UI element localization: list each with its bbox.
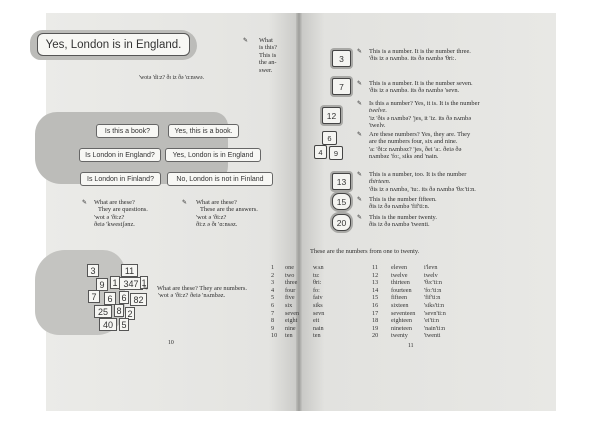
- table-cell: 8: [271, 317, 275, 325]
- table-cell: two: [285, 271, 295, 279]
- number-box: 15: [332, 193, 351, 210]
- table-cell: 13: [372, 279, 379, 287]
- table-cell: tu:: [313, 271, 320, 279]
- entry-line: This is the number twenty.: [369, 214, 437, 221]
- note-line: What are these?: [196, 199, 237, 206]
- page-number: 10: [168, 340, 174, 346]
- entry-phonetic: nʌmbəz 'fo:, siks ənd 'nain.: [369, 153, 439, 161]
- number-box: 12: [322, 107, 341, 124]
- question-box: Is London in England?: [79, 148, 161, 162]
- table-cell: six: [285, 301, 293, 309]
- speaker-icon: ✎: [357, 196, 363, 203]
- note-line: 'wot ə 'ði:z?: [94, 213, 125, 221]
- speaker-icon: ✎: [182, 199, 188, 206]
- number-card: 11: [121, 264, 138, 277]
- table-cell: 20: [372, 332, 379, 340]
- note-line: These are the answers.: [200, 206, 258, 214]
- number-card: 9: [96, 278, 108, 291]
- numbers-table: [271, 264, 464, 340]
- number-box: 6: [322, 131, 337, 145]
- title-note-line: What: [259, 37, 273, 44]
- entry-line: Are these numbers? Yes, they are. They: [369, 131, 471, 138]
- table-cell: 'twenti: [424, 332, 441, 340]
- table-cell: eighteen: [391, 317, 412, 325]
- table-cell: nain: [313, 324, 324, 332]
- number-box: 9: [329, 146, 343, 160]
- table-cell: sixteen: [391, 301, 409, 309]
- entry-phonetic: 'ðis iz ə nʌmbə, 'tu:. its ðə nʌmbə 'θə:'ti:n.: [369, 185, 476, 193]
- table-cell: 10: [271, 332, 278, 340]
- table-cell: five: [285, 294, 295, 302]
- number-box: 3: [332, 50, 351, 67]
- title-note-line: This is: [259, 51, 277, 59]
- speaker-icon: ✎: [357, 48, 363, 55]
- table-cell: 9: [271, 324, 275, 332]
- lesson-title: Yes, London is in England.: [37, 33, 190, 56]
- title-phonetic: 'wotə 'di:z? ðɪ iz ðə 'ɑ:nswə.: [139, 75, 205, 81]
- table-cell: 15: [372, 294, 379, 302]
- number-card: 8: [114, 304, 124, 317]
- entry-line: This is a number, too. It is the number: [369, 171, 467, 178]
- table-cell: i'levn: [424, 264, 438, 271]
- table-cell: θri:: [313, 279, 322, 287]
- book-spine: [296, 13, 302, 411]
- number-card: 1: [110, 276, 120, 289]
- answer-box: Yes, London is in England: [165, 148, 261, 162]
- table-cell: four: [285, 286, 296, 294]
- table-row: [271, 317, 464, 325]
- table-cell: twelv: [424, 271, 438, 279]
- number-box: 7: [332, 78, 351, 95]
- table-row: [271, 294, 464, 302]
- table-cell: fourteen: [391, 286, 412, 294]
- caption-line: What are these? They are numbers.: [157, 285, 248, 292]
- table-cell: sevn: [313, 309, 325, 317]
- entry-line: are the numbers four, six and nine.: [369, 138, 458, 146]
- table-cell: twenty: [391, 332, 408, 340]
- entry-phonetic: 'twelv.: [369, 122, 386, 130]
- table-cell: nineteen: [391, 324, 412, 332]
- table-cell: 1: [271, 264, 275, 271]
- table-cell: 'fif'ti:n: [424, 294, 441, 302]
- table-row: [271, 310, 464, 318]
- entry-phonetic: ðis iz ðə nʌmbə 'twenti.: [369, 221, 430, 229]
- entry-phonetic: 'iz 'ðis ə nʌmbə? 'jes, it 'iz. its ðə nʌmbə: [369, 114, 472, 122]
- table-cell: 'θə:'ti:n: [424, 279, 442, 287]
- table-cell: ten: [313, 332, 321, 340]
- speaker-icon: ✎: [357, 100, 363, 107]
- table-row: [271, 272, 464, 280]
- table-cell: 5: [271, 294, 275, 302]
- table-row: [271, 332, 464, 340]
- table-cell: eleven: [391, 264, 408, 271]
- table-cell: seventeen: [391, 309, 416, 317]
- table-row: [271, 279, 464, 287]
- table-cell: 'siks'ti:n: [424, 301, 445, 309]
- page-number: 11: [408, 343, 414, 349]
- speaker-icon: ✎: [357, 131, 363, 138]
- table-cell: 19: [372, 324, 379, 332]
- entry-line: This is the number fifteen.: [369, 196, 437, 203]
- question-box: Is London in Finland?: [80, 172, 161, 186]
- entry-phonetic: 'ðis iz ə nʌmbə. its ðə nʌmbə 'θri:.: [369, 55, 457, 63]
- note-line: 'wot ə 'ði:z?: [196, 213, 227, 221]
- table-cell: fifteen: [391, 294, 408, 302]
- table-cell: 'fo:'ti:n: [424, 286, 442, 294]
- table-row: [271, 287, 464, 295]
- entry-phonetic: 'a: 'ði:z nʌmbəz? 'jes, ðei 'a:. ðeiə ðə: [369, 145, 462, 153]
- note-line: ði:z ə ðɪ 'ɑ:nsəz.: [196, 221, 238, 229]
- table-cell: 3: [271, 279, 275, 287]
- table-cell: siks: [313, 301, 323, 309]
- table-row: [271, 302, 464, 310]
- number-card: 1: [141, 277, 147, 288]
- speaker-icon: ✎: [357, 171, 363, 178]
- table-cell: thirteen: [391, 279, 410, 287]
- table-cell: seven: [285, 309, 300, 317]
- note-line: They are questions.: [98, 206, 148, 214]
- table-cell: 14: [372, 286, 379, 294]
- table-cell: wʌn: [313, 264, 324, 271]
- answer-box: No, London is not in Finland: [167, 172, 273, 186]
- number-box: 13: [332, 173, 351, 190]
- number-card: 6: [119, 291, 129, 304]
- speaker-icon: ✎: [357, 80, 363, 87]
- number-card: 40: [99, 318, 117, 331]
- number-card: 25: [94, 305, 112, 318]
- caption-line: 'wot ə 'ði:z? ðeiə 'nʌmbəz.: [158, 292, 226, 300]
- table-cell: twelve: [391, 271, 408, 279]
- note-line: What are these?: [94, 199, 135, 206]
- entry-line: twelve.: [369, 107, 387, 115]
- table-cell: 'ei'ti:n: [424, 317, 439, 325]
- number-card: 82: [130, 293, 147, 306]
- table-cell: 4: [271, 286, 275, 294]
- table-cell: 18: [372, 317, 379, 325]
- table-row: [271, 325, 464, 333]
- table-cell: 11: [372, 264, 378, 271]
- entry-line: This is a number. It is the number seven.: [369, 80, 473, 87]
- number-box: 4: [314, 145, 327, 159]
- number-box: 20: [332, 214, 351, 231]
- number-card: 7: [88, 290, 100, 303]
- entry-line: This is a number. It is the number three.: [369, 48, 471, 55]
- entry-phonetic: ðis iz ðə nʌmbə 'fif'ti:n.: [369, 203, 430, 211]
- entry-phonetic: 'ðis iz ə nʌmbə. its ðə nʌmbə 'sevn.: [369, 87, 460, 95]
- number-card: 2: [125, 307, 135, 320]
- table-cell: eight: [285, 317, 298, 325]
- number-card: 347: [119, 277, 143, 290]
- entry-line: thirteen.: [369, 178, 391, 186]
- question-box: Is this a book?: [96, 124, 159, 138]
- number-card: 6: [104, 292, 116, 305]
- table-cell: three: [285, 279, 298, 287]
- table-cell: 17: [372, 309, 379, 317]
- note-line: ðeiə 'kwestʃənz.: [94, 221, 135, 229]
- table-cell: ten: [285, 332, 293, 340]
- table-cell: 16: [372, 301, 379, 309]
- table-cell: nine: [285, 324, 296, 332]
- title-note-line: swer.: [259, 66, 273, 74]
- table-cell: one: [285, 264, 294, 271]
- table-cell: fo:: [313, 286, 320, 294]
- speaker-icon: ✎: [243, 37, 249, 44]
- title-note-line: the an-: [259, 59, 277, 67]
- number-card: 3: [87, 264, 99, 277]
- table-cell: eit: [313, 317, 320, 325]
- table-cell: 2: [271, 271, 275, 279]
- entry-line: Is this a number? Yes, it is. It is the number: [369, 100, 480, 107]
- speaker-icon: ✎: [357, 214, 363, 221]
- speaker-icon: ✎: [143, 285, 149, 292]
- table-cell: 6: [271, 301, 275, 309]
- table-cell: faiv: [313, 294, 323, 302]
- right-page: [299, 13, 556, 411]
- number-card: 5: [119, 318, 129, 331]
- answer-box: Yes, this is a book.: [168, 124, 239, 138]
- table-cell: 7: [271, 309, 275, 317]
- table-cell: 'nain'ti:n: [424, 324, 446, 332]
- table-row: [271, 264, 464, 272]
- numbers-heading: These are the numbers from one to twenty.: [310, 248, 420, 255]
- table-cell: 12: [372, 271, 379, 279]
- table-cell: 'sevn'ti:n: [424, 309, 446, 317]
- speaker-icon: ✎: [82, 199, 88, 206]
- title-note-line: is this?: [259, 44, 277, 52]
